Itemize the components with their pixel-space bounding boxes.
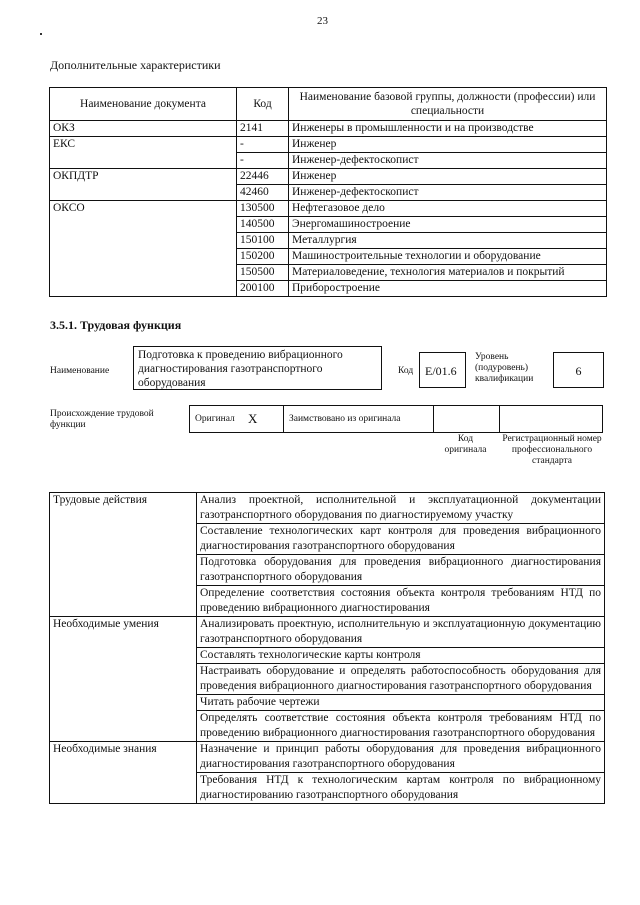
code-cell: 150200 [237, 249, 289, 265]
code-cell: - [237, 153, 289, 169]
original-label: Оригинал [195, 414, 235, 424]
doc-cell: ОКЗ [50, 121, 237, 137]
code-cell: - [237, 137, 289, 153]
borrowed-label: Заимствовано из оригинала [289, 414, 401, 424]
table-row [50, 201, 607, 217]
col-code-header: Код [237, 88, 289, 121]
table-row [50, 742, 605, 773]
item-cell: Анализ проектной, исполнительной и эксплуатационной документации газотранспортного оборудования по диагностируемому участку [197, 493, 605, 524]
table-header-row [50, 88, 607, 121]
col-doc-header: Наименование документа [50, 88, 237, 121]
table-row [50, 121, 607, 137]
doc-cell: ОКПДТР [50, 169, 237, 201]
name-cell: Энергомашиностроение [289, 217, 607, 233]
doc-cell: ЕКС [50, 137, 237, 169]
table-row [50, 169, 607, 185]
level-label: Уровень (подуровень) квалификации [475, 352, 534, 384]
code-value-box: E/01.6 [419, 352, 466, 388]
classifier-table [49, 87, 607, 297]
item-cell: Требования НТД к технологическим картам контроля по вибрационному диагностированию газотранспортного оборудования [197, 773, 605, 804]
name-cell: Металлургия [289, 233, 607, 249]
origin-divider-1 [283, 406, 284, 432]
function-details-table [49, 492, 605, 804]
name-label: Наименование [50, 366, 110, 376]
origin-label: Происхождение трудовой функции [50, 409, 154, 430]
item-cell: Анализировать проектную, исполнительную и эксплуатационную документацию газотранспортного оборудования [197, 617, 605, 648]
item-cell: Определение соответствия состояния объекта контроля требованиям НТД по проведению вибрационного диагностирования [197, 586, 605, 617]
section-head-cell: Необходимые знания [50, 742, 197, 804]
item-cell: Составлять технологические карты контроля [197, 648, 605, 664]
name-cell: Инженеры в промышленности и на производстве [289, 121, 607, 137]
table-row [50, 137, 607, 153]
scan-dot [40, 33, 42, 35]
item-cell: Составление технологических карт контроля для проведения вибрационного диагностирования газотранспортного оборудования [197, 524, 605, 555]
code-label: Код [398, 366, 414, 376]
name-cell: Приборостроение [289, 281, 607, 297]
name-cell: Нефтегазовое дело [289, 201, 607, 217]
section-head-cell: Необходимые умения [50, 617, 197, 742]
original-mark: X [248, 411, 258, 426]
code-original-label: Код оригинала [444, 434, 487, 455]
code-cell: 22446 [237, 169, 289, 185]
code-cell: 150100 [237, 233, 289, 249]
name-cell: Инженер-дефектоскопист [289, 185, 607, 201]
level-value-box: 6 [553, 352, 604, 388]
item-cell: Читать рабочие чертежи [197, 695, 605, 711]
code-cell: 42460 [237, 185, 289, 201]
code-cell: 2141 [237, 121, 289, 137]
code-cell: 150500 [237, 265, 289, 281]
section-title: Дополнительные характеристики [50, 58, 221, 72]
page-number: 23 [317, 15, 328, 27]
reg-number-label: Регистрационный номер профессионального стандарта [502, 434, 602, 466]
name-cell: Инженер-дефектоскопист [289, 153, 607, 169]
doc-cell: ОКСО [50, 201, 237, 297]
code-cell: 130500 [237, 201, 289, 217]
table-row [50, 617, 605, 648]
code-cell: 200100 [237, 281, 289, 297]
origin-box [189, 405, 603, 433]
origin-divider-3 [499, 406, 500, 432]
name-cell: Машиностроительные технологии и оборудование [289, 249, 607, 265]
item-cell: Настраивать оборудование и определять работоспособность оборудования для проведения вибрационного диагностирования газотранспортного оборудования [197, 664, 605, 695]
col-name-header: Наименование базовой группы, должности (профессии) или специальности [289, 88, 607, 121]
function-heading: 3.5.1. Трудовая функция [50, 318, 182, 332]
section-head-cell: Трудовые действия [50, 493, 197, 617]
name-cell: Материаловедение, технология материалов и покрытий [289, 265, 607, 281]
name-cell: Инженер [289, 137, 607, 153]
function-name-box: Подготовка к проведению вибрационного диагностирования газотранспортного оборудования [133, 346, 382, 390]
code-cell: 140500 [237, 217, 289, 233]
table-row [50, 493, 605, 524]
item-cell: Назначение и принцип работы оборудования для проведения вибрационного диагностирования газотранспортного оборудования [197, 742, 605, 773]
item-cell: Определять соответствие состояния объекта контроля требованиям НТД по проведению вибрационного диагностирования газотранспортного оборудования [197, 711, 605, 742]
origin-divider-2 [433, 406, 434, 432]
item-cell: Подготовка оборудования для проведения вибрационного диагностирования газотранспортного оборудования [197, 555, 605, 586]
name-cell: Инженер [289, 169, 607, 185]
